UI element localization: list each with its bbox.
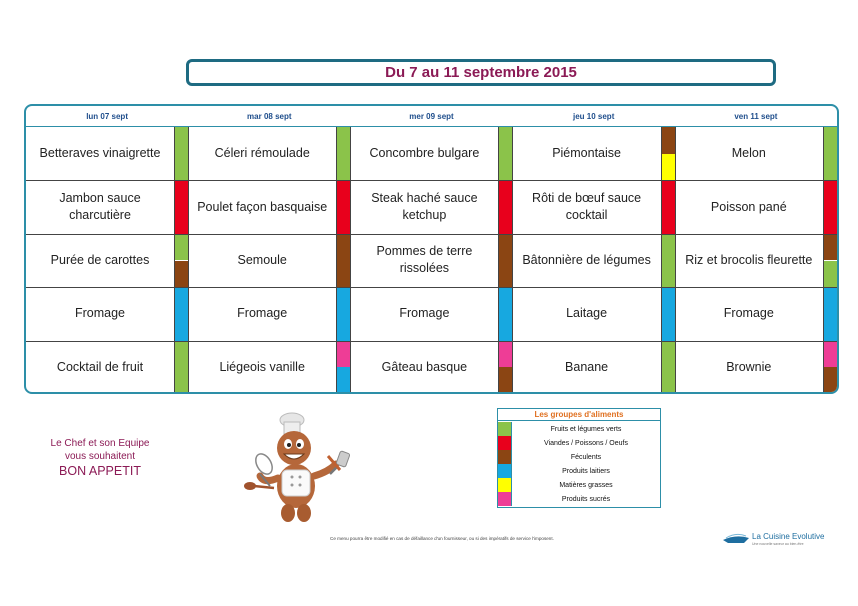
food-group-strip	[174, 261, 188, 288]
legend-swatch	[498, 492, 512, 506]
dish-cell: Cocktail de fruit	[56, 359, 144, 374]
row-divider	[26, 341, 839, 342]
row-divider	[26, 287, 839, 288]
legend-swatch	[498, 422, 512, 436]
day-header: ven 11 sept	[734, 111, 778, 121]
legend-item	[498, 436, 660, 450]
food-group-strip	[336, 341, 350, 368]
food-group-strip	[174, 341, 188, 394]
dish-cell: Poulet façon basquaise	[197, 199, 328, 214]
dish-cell: Liégeois vanille	[219, 359, 305, 374]
day-header: jeu 10 sept	[573, 111, 615, 121]
food-group-strip	[336, 287, 350, 340]
day-header: mer 09 sept	[409, 111, 454, 121]
food-group-strip	[661, 234, 675, 287]
chef-line-1: Le Chef et son Equipe	[50, 438, 150, 449]
menu-disclaimer: Ce menu pourra être modifié en cas de défaillance d'un fournisseur, ou si des impératifs de service l'imposent.	[330, 536, 554, 541]
food-group-strip	[661, 341, 675, 394]
header-divider	[26, 126, 837, 127]
chef-line-2: vous souhaitent	[64, 451, 136, 462]
legend-swatch	[498, 436, 512, 450]
food-group-strip	[498, 180, 512, 233]
dish-cell: Pommes de terre rissolées	[376, 244, 473, 276]
food-group-strip	[823, 367, 837, 394]
food-group-strip	[336, 367, 350, 394]
dish-cell: Fromage	[723, 306, 774, 321]
food-group-strip	[498, 341, 512, 368]
dish-cell: Concombre bulgare	[369, 146, 480, 161]
food-group-strip	[823, 287, 837, 340]
column-divider	[336, 127, 337, 394]
weekly-menu-grid	[24, 104, 839, 394]
menu-title-box	[186, 59, 776, 86]
dish-cell: Betteraves vinaigrette	[39, 146, 161, 161]
logo-tagline: Une nouvelle saveur au bien-être	[752, 542, 804, 546]
dish-cell: Bâtonnière de légumes	[522, 252, 651, 267]
column-divider	[498, 127, 499, 394]
food-group-strip	[823, 341, 837, 368]
chef-message	[30, 437, 170, 480]
legend-title: Les groupes d'aliments	[498, 409, 660, 421]
dish-cell: Laitage	[566, 306, 608, 321]
legend-label: Fruits et légumes verts	[550, 425, 622, 433]
day-header: lun 07 sept	[86, 111, 128, 121]
dish-cell: Purée de carottes	[50, 252, 150, 267]
dish-cell: Semoule	[237, 252, 287, 267]
food-group-strip	[498, 367, 512, 394]
legend-swatch	[498, 450, 512, 464]
dish-cell: Poisson pané	[710, 199, 787, 214]
food-group-strip	[336, 180, 350, 233]
chef-mascot-illustration	[240, 412, 370, 530]
column-divider	[661, 127, 662, 394]
legend-swatch	[498, 478, 512, 492]
food-group-strip	[498, 287, 512, 340]
food-group-strip	[823, 127, 837, 180]
logo-name: La Cuisine Evolutive	[752, 532, 825, 541]
food-group-strip	[498, 127, 512, 180]
dish-cell: Piémontaise	[552, 146, 621, 161]
food-group-strip	[174, 287, 188, 340]
food-group-strip	[823, 261, 837, 288]
dish-cell: Steak haché sauce ketchup	[371, 191, 478, 223]
day-header: mar 08 sept	[247, 111, 292, 121]
dish-cell: Céleri rémoulade	[214, 146, 310, 161]
menu-title: Du 7 au 11 septembre 2015	[385, 64, 577, 81]
food-group-strip	[336, 127, 350, 180]
dish-cell: Fromage	[237, 306, 288, 321]
legend-item	[498, 478, 660, 492]
food-group-strip	[823, 234, 837, 261]
legend-label: Viandes / Poissons / Oeufs	[544, 439, 628, 447]
dish-cell: Fromage	[74, 306, 126, 321]
food-group-strip	[174, 127, 188, 180]
legend-item	[498, 464, 660, 478]
food-group-strip	[661, 180, 675, 233]
food-group-strip	[174, 234, 188, 261]
food-groups-legend	[497, 408, 661, 508]
legend-item	[498, 422, 660, 436]
dish-cell: Fromage	[399, 306, 450, 321]
legend-item	[498, 450, 660, 464]
boat-logo-icon	[722, 532, 750, 544]
column-divider	[174, 127, 175, 394]
food-group-strip	[498, 234, 512, 287]
legend-label: Produits laitiers	[562, 467, 610, 475]
dish-cell: Melon	[731, 146, 766, 161]
food-group-strip	[823, 180, 837, 233]
legend-label: Féculents	[570, 453, 602, 461]
legend-swatch	[498, 464, 512, 478]
legend-label: Produits sucrés	[561, 495, 611, 503]
dish-cell: Riz et brocolis fleurette	[685, 252, 813, 267]
dish-cell: Gâteau basque	[381, 359, 468, 374]
dish-cell: Rôti de bœuf sauce cocktail	[532, 191, 642, 223]
dish-cell: Jambon sauce charcutière	[59, 191, 141, 223]
food-group-strip	[174, 180, 188, 233]
chef-line-3: BON APPETIT	[59, 464, 141, 478]
dish-cell: Banane	[565, 359, 609, 374]
food-group-strip	[336, 234, 350, 287]
food-group-strip	[661, 287, 675, 340]
food-group-strip	[661, 127, 675, 154]
legend-label: Matières grasses	[559, 481, 613, 489]
column-divider	[823, 127, 824, 394]
row-divider	[26, 180, 839, 181]
row-divider	[26, 234, 839, 235]
food-group-strip	[661, 154, 675, 181]
legend-item	[498, 492, 660, 506]
dish-cell: Brownie	[726, 359, 772, 374]
